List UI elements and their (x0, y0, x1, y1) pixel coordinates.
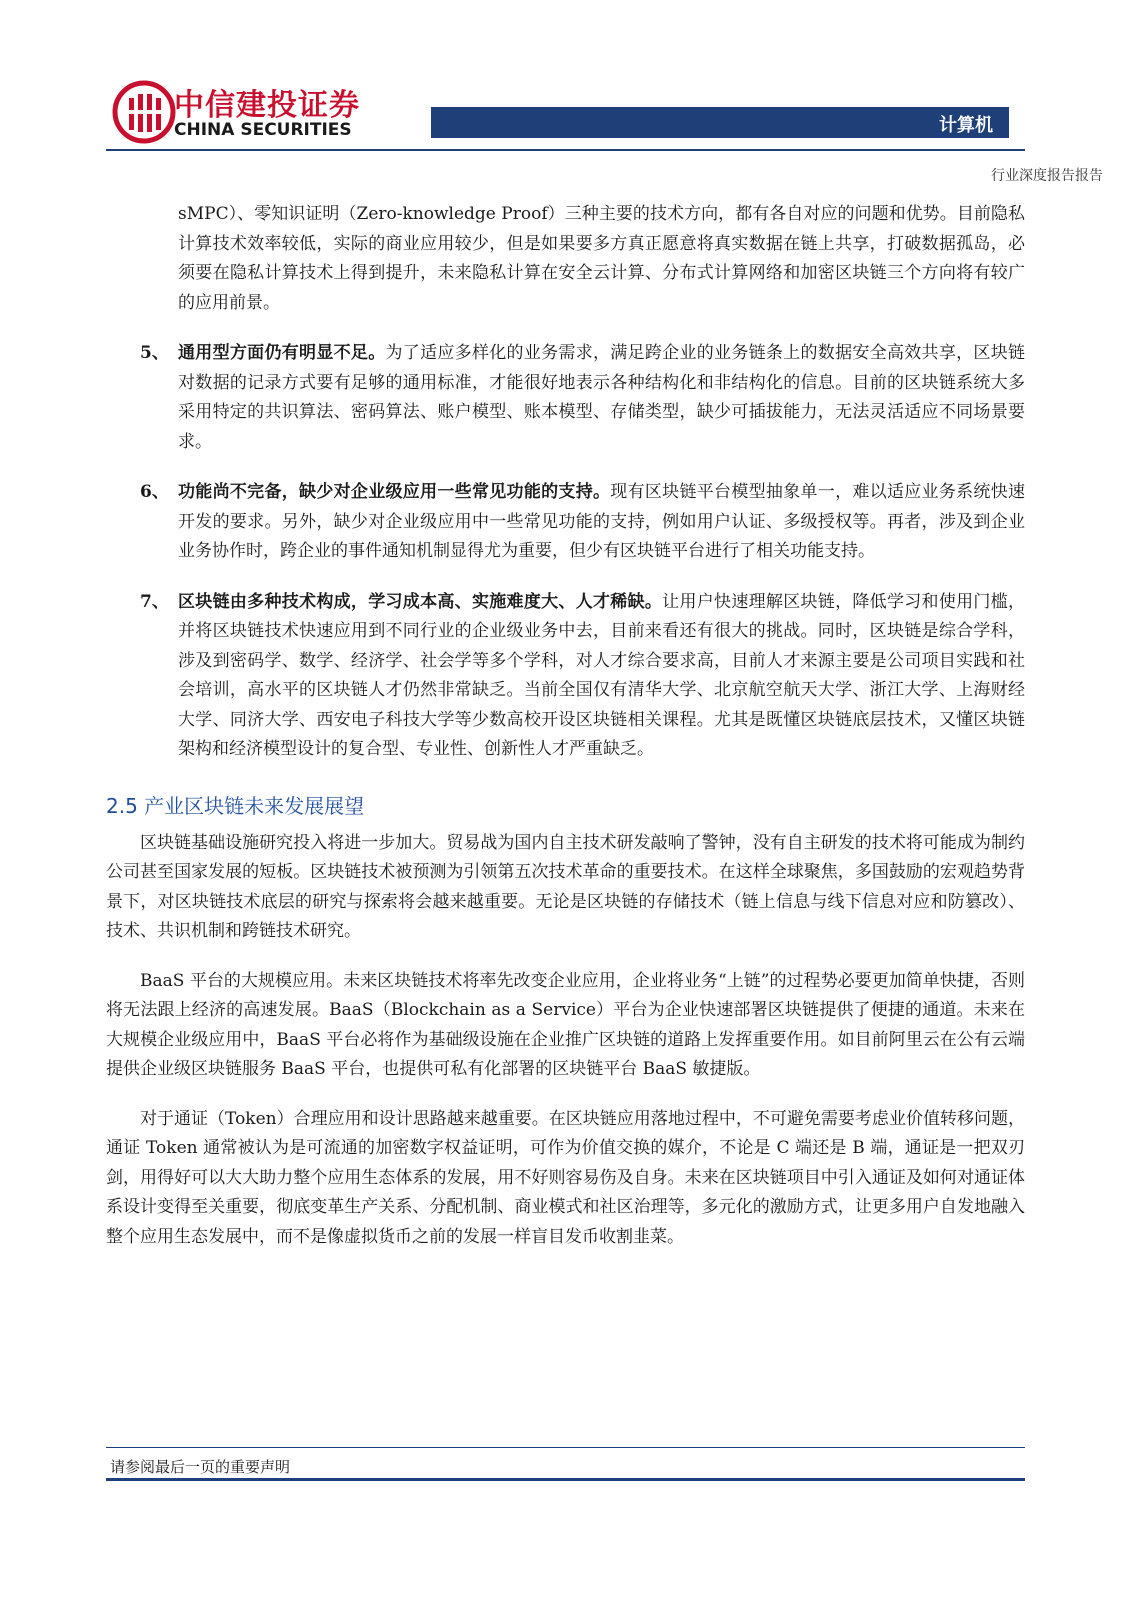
body-paragraph: 区块链基础设施研究投入将进一步加大。贸易战为国内自主技术研发敲响了警钟，没有自主研发的技术将可能成为制约公司甚至国家发展的短板。区块链技术被预测为引领第五次技术革命的重要技术。在这样全球聚焦，多国鼓励的宏观趋势背景下，对区块链技术底层的研究与探索将会越来越重要。无论是区块链的存储技术（链上信息与线下信息对应和防篡改）、技术、共识机制和跨链技术研究。 (106, 832, 1025, 941)
logo-text-chinese: 中信建投证券 (174, 88, 360, 123)
list-item (140, 478, 1026, 567)
footer-divider-bottom (106, 1478, 1025, 1481)
list-item-text (178, 588, 1025, 765)
list-item-lead: 区块链由多种技术构成，学习成本高、实施难度大、人才稀缺。 (178, 591, 663, 612)
continued-paragraph: sMPC）、零知识证明（Zero-knowledge Proof）三种主要的技术方向，都有各自对应的问题和优势。目前隐私计算技术效率较低，实际的商业应用较少，但是如果要多方真正愿意将真实数据在链上共享，打破数据孤岛，必须要在隐私计算技术上得到提升，未来隐私计算在安全云计算、分布式计算网络和加密区块链三个方向将有较广的应用前景。 (178, 204, 1025, 313)
page-header (106, 78, 1025, 156)
list-item-text (178, 478, 1025, 567)
china-securities-logo-icon (112, 80, 176, 144)
footer-disclaimer: 请参阅最后一页的重要声明 (110, 1458, 291, 1476)
list-item-text (178, 339, 1025, 457)
footer-divider-top (106, 1447, 1025, 1448)
header-divider (106, 149, 1025, 151)
body-paragraph: BaaS 平台的大规模应用。未来区块链技术将率先改变企业应用，企业将业务“上链”的过程势必要更加简单快捷，否则将无法跟上经济的高速发展。BaaS（Blockchain as a Service）平台为企业快速部署区块链提供了便捷的通道。未来在大规模企业级应用中，BaaS 平台必将作为基础级设施在企业推广区块链的道路上发挥重要作用。如目前阿里云在公有云端提供企业级区块链服务 BaaS 平台，也提供可私有化部署的区块链平台 BaaS 敏捷版。 (106, 970, 1025, 1079)
list-item-number: 7、 (140, 591, 169, 612)
sector-banner (431, 107, 1009, 138)
list-item-body: 为了适应多样化的业务需求，满足跨企业的业务链条上的数据安全高效共享，区块链对数据的记录方式要有足够的通用标准，才能很好地表示各种结构化和非结构化的信息。目前的区块链系统大多采用特定的共识算法、密码算法、账户模型、账本模型、存储类型，缺少可插拔能力，无法灵活适应不同场景要求。 (178, 343, 1025, 452)
list-item-body: 让用户快速理解区块链，降低学习和使用门槛，并将区块链技术快速应用到不同行业的企业级业务中去，目前来看还有很大的挑战。同时，区块链是综合学科，涉及到密码学、数学、经济学、社会学等多个学科，对人才综合要求高，目前人才来源主要是公司项目实践和社会培训，高水平的区块链人才仍然非常缺乏。当前全国仅有清华大学、北京航空航天大学、浙江大学、上海财经大学、同济大学、西安电子科技大学等少数高校开设区块链相关课程。尤其是既懂区块链底层技术，又懂区块链架构和经济模型设计的复合型、专业性、创新性人才严重缺乏。 (178, 591, 1026, 759)
list-item (140, 588, 1026, 765)
list-item (140, 339, 1025, 457)
body-paragraph: 对于通证（Token）合理应用和设计思路越来越重要。在区块链应用落地过程中，不可避免需要考虑业价值转移问题，通证 Token 通常被认为是可流通的加密数字权益证明，可作为价值交换的媒介，不论是 C 端还是 B 端，通证是一把双刃剑，用得好可以大大助力整个应用生态体系的发展，用不好则容易伤及自身。未来在区块链项目中引入通证及如何对通证体系设计变得至关重要，彻底变革生产关系、分配机制、商业模式和社区治理等，多元化的激励方式，让更多用户自发地融入整个应用生态发展中，而不是像虚拟货币之前的发展一样盲目发币收割韭菜。 (106, 1108, 1025, 1247)
list-item-lead: 通用型方面仍有明显不足。 (178, 343, 386, 363)
list-item-number: 5、 (140, 343, 169, 363)
sector-label: 计算机 (939, 115, 993, 136)
list-item-number: 6、 (140, 482, 169, 502)
list-item-body: 现有区块链平台模型抽象单一，难以适应业务系统快速开发的要求。另外，缺少对企业级应用中一些常见功能的支持，例如用户认证、多级授权等。再者，涉及到企业业务协作时，跨企业的事件通知机制显得尤为重要，但少有区块链平台进行了相关功能支持。 (178, 482, 1026, 561)
report-type-label: 行业深度报告报告 (991, 168, 1103, 184)
list-item-lead: 功能尚不完备，缺少对企业级应用一些常见功能的支持。 (178, 482, 611, 502)
page-body (106, 200, 1025, 1252)
logo-text-english: CHINA SECURITIES (174, 120, 352, 140)
section-heading: 2.5 产业区块链未来发展展望 (106, 793, 365, 818)
